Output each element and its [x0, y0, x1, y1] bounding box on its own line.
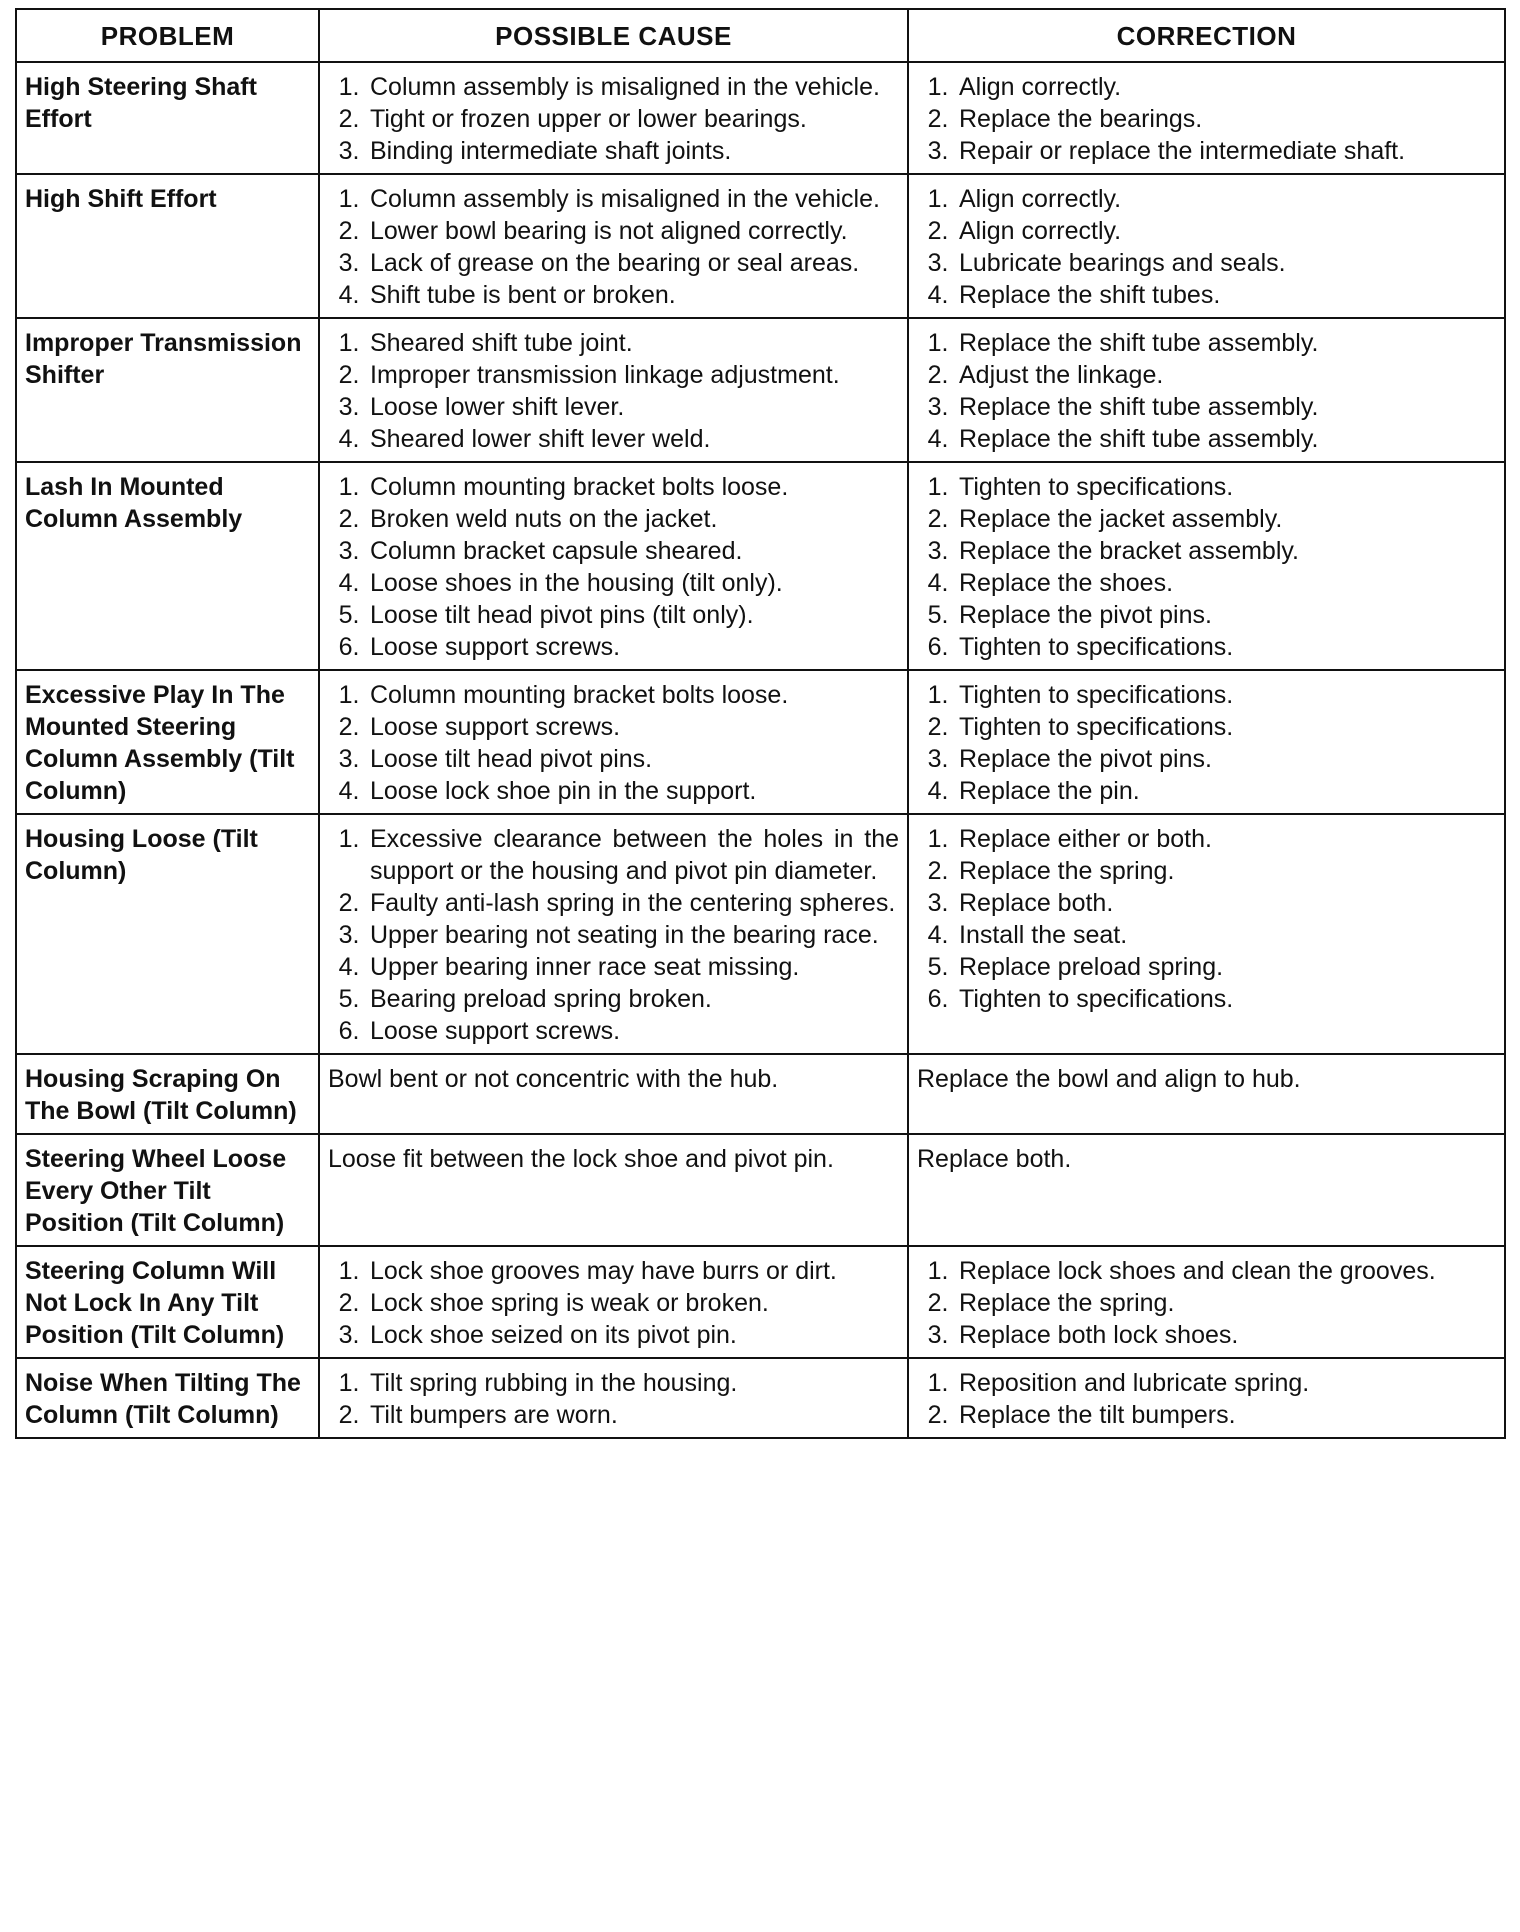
- correction-item-number: 2.: [927, 1401, 949, 1429]
- cause-item-number: 5.: [338, 601, 360, 629]
- cause-item: [328, 599, 899, 631]
- correction-cell: [908, 670, 1505, 814]
- cause-text: Loose fit between the lock shoe and pivot pin.: [328, 1145, 834, 1173]
- correction-item-text: Replace the pivot pins.: [959, 745, 1212, 773]
- cause-cell: [319, 814, 908, 1054]
- cause-item: [328, 183, 899, 215]
- cause-item-text: Loose tilt head pivot pins.: [370, 745, 653, 773]
- header-row: [16, 9, 1505, 62]
- correction-item: [917, 391, 1496, 423]
- correction-list: [917, 183, 1496, 311]
- cause-item-number: 1.: [338, 1369, 360, 1397]
- correction-item: [917, 535, 1496, 567]
- cause-item-text: Tilt spring rubbing in the housing.: [370, 1369, 738, 1397]
- cause-item: [328, 823, 899, 887]
- correction-item: [917, 599, 1496, 631]
- correction-item-number: 2.: [927, 857, 949, 885]
- cause-item-text: Column assembly is misaligned in the vehicle.: [370, 185, 880, 213]
- cause-cell: [319, 62, 908, 174]
- problem-cell: Housing Scraping On The Bowl (Tilt Column): [16, 1054, 319, 1134]
- correction-cell: [908, 462, 1505, 670]
- correction-item-text: Align correctly.: [959, 73, 1122, 101]
- correction-item: [917, 1399, 1496, 1431]
- correction-item-text: Align correctly.: [959, 217, 1122, 245]
- correction-item-text: Replace the spring.: [959, 1289, 1175, 1317]
- cause-item-text: Shift tube is bent or broken.: [370, 281, 676, 309]
- correction-item: [917, 247, 1496, 279]
- correction-item: [917, 1319, 1496, 1351]
- correction-item: [917, 679, 1496, 711]
- correction-item-number: 5.: [927, 953, 949, 981]
- cause-item: [328, 135, 899, 167]
- correction-list: [917, 1255, 1496, 1351]
- correction-item-number: 2.: [927, 1289, 949, 1317]
- cause-cell: [319, 1054, 908, 1134]
- cause-item: [328, 503, 899, 535]
- correction-item-text: Tighten to specifications.: [959, 473, 1234, 501]
- cause-item-number: 4.: [338, 777, 360, 805]
- correction-list: [917, 823, 1496, 1015]
- correction-item-text: Replace the shift tube assembly.: [959, 329, 1319, 357]
- correction-cell: [908, 1054, 1505, 1134]
- cause-item-number: 2.: [338, 105, 360, 133]
- correction-item-text: Replace the bracket assembly.: [959, 537, 1299, 565]
- cause-item-text: Loose support screws.: [370, 1017, 621, 1045]
- cause-item-text: Lock shoe seized on its pivot pin.: [370, 1321, 737, 1349]
- cause-item: [328, 1319, 899, 1351]
- correction-item-number: 4.: [927, 425, 949, 453]
- cause-item-number: 3.: [338, 137, 360, 165]
- correction-item: [917, 135, 1496, 167]
- cause-item-text: Loose support screws.: [370, 633, 621, 661]
- correction-text: Replace the bowl and align to hub.: [917, 1065, 1301, 1093]
- correction-item: [917, 567, 1496, 599]
- cause-item: [328, 391, 899, 423]
- cause-item: [328, 983, 899, 1015]
- problem-cell: Steering Column Will Not Lock In Any Tilt Position (Tilt Column): [16, 1246, 319, 1358]
- correction-item: [917, 951, 1496, 983]
- correction-item-number: 3.: [927, 745, 949, 773]
- correction-item-text: Replace either or both.: [959, 825, 1212, 853]
- correction-item: [917, 855, 1496, 887]
- cause-list: [328, 71, 899, 167]
- header-possible-cause: POSSIBLE CAUSE: [319, 9, 908, 62]
- correction-cell: [908, 1358, 1505, 1438]
- cause-item: [328, 567, 899, 599]
- table-row: [16, 1358, 1505, 1438]
- cause-item-text: Excessive clearance between the holes in the support or the housing and pivot pin diameter.: [370, 825, 899, 885]
- problem-cell: Lash In Mounted Column Assembly: [16, 462, 319, 670]
- cause-item-number: 3.: [338, 1321, 360, 1349]
- correction-cell: [908, 318, 1505, 462]
- correction-item-text: Tighten to specifications.: [959, 985, 1234, 1013]
- cause-item-number: 1.: [338, 1257, 360, 1285]
- correction-item-text: Tighten to specifications.: [959, 713, 1234, 741]
- correction-item-text: Replace the spring.: [959, 857, 1175, 885]
- cause-item-number: 2.: [338, 361, 360, 389]
- correction-item-number: 2.: [927, 361, 949, 389]
- correction-item: [917, 1287, 1496, 1319]
- correction-item-number: 3.: [927, 1321, 949, 1349]
- cause-item: [328, 247, 899, 279]
- cause-item: [328, 1367, 899, 1399]
- correction-item: [917, 743, 1496, 775]
- correction-item-number: 1.: [927, 473, 949, 501]
- correction-item-text: Replace the pin.: [959, 777, 1140, 805]
- correction-item-number: 3.: [927, 393, 949, 421]
- cause-item: [328, 1015, 899, 1047]
- cause-item-number: 2.: [338, 217, 360, 245]
- cause-cell: [319, 670, 908, 814]
- cause-list: [328, 1255, 899, 1351]
- correction-item-text: Replace lock shoes and clean the grooves.: [959, 1257, 1436, 1285]
- cause-item-number: 2.: [338, 889, 360, 917]
- correction-item-text: Install the seat.: [959, 921, 1128, 949]
- cause-item-number: 6.: [338, 1017, 360, 1045]
- correction-item-number: 1.: [927, 73, 949, 101]
- correction-item-number: 4.: [927, 281, 949, 309]
- cause-item: [328, 711, 899, 743]
- header-problem: PROBLEM: [16, 9, 319, 62]
- correction-item-text: Replace both.: [959, 889, 1114, 917]
- cause-list: [328, 823, 899, 1047]
- cause-item: [328, 1399, 899, 1431]
- cause-item-number: 4.: [338, 281, 360, 309]
- correction-item-number: 3.: [927, 889, 949, 917]
- problem-cell: Noise When Tilting The Column (Tilt Column): [16, 1358, 319, 1438]
- cause-item: [328, 215, 899, 247]
- cause-list: [328, 1367, 899, 1431]
- cause-cell: [319, 318, 908, 462]
- correction-item-number: 3.: [927, 137, 949, 165]
- table-row: [16, 1054, 1505, 1134]
- problem-cell: Excessive Play In The Mounted Steering Column Assembly (Tilt Column): [16, 670, 319, 814]
- table-row: [16, 670, 1505, 814]
- cause-item-text: Column bracket capsule sheared.: [370, 537, 743, 565]
- cause-item: [328, 951, 899, 983]
- cause-item-number: 3.: [338, 393, 360, 421]
- cause-item-text: Upper bearing not seating in the bearing race.: [370, 921, 879, 949]
- cause-item-text: Bearing preload spring broken.: [370, 985, 712, 1013]
- cause-item: [328, 679, 899, 711]
- correction-item: [917, 103, 1496, 135]
- table-row: [16, 318, 1505, 462]
- cause-list: [328, 183, 899, 311]
- cause-item-number: 5.: [338, 985, 360, 1013]
- cause-item-text: Lack of grease on the bearing or seal areas.: [370, 249, 860, 277]
- cause-item-number: 1.: [338, 825, 360, 853]
- correction-item: [917, 327, 1496, 359]
- correction-cell: [908, 814, 1505, 1054]
- diagnosis-table: [15, 8, 1506, 1439]
- correction-item-number: 2.: [927, 713, 949, 741]
- cause-cell: [319, 174, 908, 318]
- correction-text: Replace both.: [917, 1145, 1072, 1173]
- cause-item-text: Sheared lower shift lever weld.: [370, 425, 711, 453]
- correction-item: [917, 1367, 1496, 1399]
- correction-item-text: Replace both lock shoes.: [959, 1321, 1239, 1349]
- cause-item-text: Broken weld nuts on the jacket.: [370, 505, 718, 533]
- correction-cell: [908, 174, 1505, 318]
- cause-item-text: Loose lock shoe pin in the support.: [370, 777, 757, 805]
- cause-list: [328, 679, 899, 807]
- correction-list: [917, 471, 1496, 663]
- cause-item-text: Lock shoe grooves may have burrs or dirt.: [370, 1257, 837, 1285]
- correction-item-text: Replace the shift tube assembly.: [959, 425, 1319, 453]
- cause-item: [328, 279, 899, 311]
- correction-item-text: Replace the pivot pins.: [959, 601, 1212, 629]
- cause-item: [328, 1287, 899, 1319]
- cause-item: [328, 535, 899, 567]
- correction-item-number: 2.: [927, 105, 949, 133]
- correction-item-number: 3.: [927, 537, 949, 565]
- cause-cell: [319, 1246, 908, 1358]
- cause-item-text: Lock shoe spring is weak or broken.: [370, 1289, 769, 1317]
- correction-list: [917, 1367, 1496, 1431]
- correction-item: [917, 1255, 1496, 1287]
- cause-item-number: 1.: [338, 329, 360, 357]
- correction-item-text: Adjust the linkage.: [959, 361, 1164, 389]
- cause-item-text: Loose lower shift lever.: [370, 393, 625, 421]
- correction-item-text: Replace the jacket assembly.: [959, 505, 1283, 533]
- correction-item-text: Tighten to specifications.: [959, 633, 1234, 661]
- cause-item-number: 4.: [338, 425, 360, 453]
- cause-item: [328, 71, 899, 103]
- correction-cell: [908, 1246, 1505, 1358]
- correction-item: [917, 775, 1496, 807]
- cause-item-number: 3.: [338, 537, 360, 565]
- table-row: [16, 814, 1505, 1054]
- correction-list: [917, 71, 1496, 167]
- cause-list: [328, 471, 899, 663]
- correction-item-text: Align correctly.: [959, 185, 1122, 213]
- correction-item-number: 4.: [927, 921, 949, 949]
- cause-item: [328, 103, 899, 135]
- correction-item-number: 1.: [927, 329, 949, 357]
- cause-item-text: Upper bearing inner race seat missing.: [370, 953, 800, 981]
- cause-item-number: 4.: [338, 569, 360, 597]
- cause-item-number: 6.: [338, 633, 360, 661]
- correction-item: [917, 215, 1496, 247]
- correction-item-number: 2.: [927, 505, 949, 533]
- correction-item: [917, 183, 1496, 215]
- cause-item: [328, 775, 899, 807]
- cause-item-number: 2.: [338, 1289, 360, 1317]
- correction-item-number: 1.: [927, 681, 949, 709]
- cause-cell: [319, 1134, 908, 1246]
- correction-item-number: 4.: [927, 569, 949, 597]
- correction-item-text: Repair or replace the intermediate shaft.: [959, 137, 1406, 165]
- correction-item-number: 5.: [927, 601, 949, 629]
- cause-item: [328, 631, 899, 663]
- correction-item: [917, 919, 1496, 951]
- problem-cell: Housing Loose (Tilt Column): [16, 814, 319, 1054]
- cause-item: [328, 743, 899, 775]
- diagnosis-page: [15, 8, 1504, 1439]
- cause-item-number: 4.: [338, 953, 360, 981]
- correction-item: [917, 631, 1496, 663]
- cause-item-number: 1.: [338, 73, 360, 101]
- correction-item-number: 1.: [927, 825, 949, 853]
- correction-item: [917, 471, 1496, 503]
- table-row: [16, 462, 1505, 670]
- correction-item-text: Lubricate bearings and seals.: [959, 249, 1286, 277]
- cause-item-text: Column mounting bracket bolts loose.: [370, 473, 789, 501]
- correction-item-text: Replace the shift tubes.: [959, 281, 1221, 309]
- table-row: [16, 174, 1505, 318]
- cause-item-number: 2.: [338, 505, 360, 533]
- correction-cell: [908, 1134, 1505, 1246]
- correction-item-number: 3.: [927, 249, 949, 277]
- correction-item-text: Replace preload spring.: [959, 953, 1224, 981]
- cause-list: [328, 327, 899, 455]
- cause-item: [328, 327, 899, 359]
- cause-item-text: Sheared shift tube joint.: [370, 329, 633, 357]
- cause-item: [328, 1255, 899, 1287]
- correction-item-number: 6.: [927, 985, 949, 1013]
- cause-item-number: 3.: [338, 921, 360, 949]
- correction-item-text: Replace the tilt bumpers.: [959, 1401, 1236, 1429]
- cause-text: Bowl bent or not concentric with the hub.: [328, 1065, 779, 1093]
- correction-item-text: Replace the shift tube assembly.: [959, 393, 1319, 421]
- correction-item: [917, 983, 1496, 1015]
- cause-item-number: 2.: [338, 1401, 360, 1429]
- correction-item-number: 1.: [927, 185, 949, 213]
- problem-cell: Improper Transmission Shifter: [16, 318, 319, 462]
- correction-item: [917, 359, 1496, 391]
- table-row: [16, 1246, 1505, 1358]
- problem-cell: Steering Wheel Loose Every Other Tilt Position (Tilt Column): [16, 1134, 319, 1246]
- correction-item: [917, 423, 1496, 455]
- correction-item-text: Tighten to specifications.: [959, 681, 1234, 709]
- cause-item-number: 1.: [338, 185, 360, 213]
- correction-item-text: Replace the bearings.: [959, 105, 1203, 133]
- cause-item-number: 3.: [338, 745, 360, 773]
- correction-cell: [908, 62, 1505, 174]
- correction-item-number: 1.: [927, 1369, 949, 1397]
- cause-item: [328, 471, 899, 503]
- correction-item-number: 2.: [927, 217, 949, 245]
- correction-item: [917, 503, 1496, 535]
- cause-item-text: Improper transmission linkage adjustment.: [370, 361, 840, 389]
- correction-item-number: 1.: [927, 1257, 949, 1285]
- cause-item-number: 1.: [338, 473, 360, 501]
- problem-cell: High Shift Effort: [16, 174, 319, 318]
- correction-item: [917, 823, 1496, 855]
- correction-item: [917, 711, 1496, 743]
- cause-item: [328, 887, 899, 919]
- cause-cell: [319, 1358, 908, 1438]
- correction-list: [917, 679, 1496, 807]
- cause-item-text: Tilt bumpers are worn.: [370, 1401, 618, 1429]
- cause-item: [328, 359, 899, 391]
- cause-item-text: Faulty anti-lash spring in the centering spheres.: [370, 889, 896, 917]
- cause-item-number: 2.: [338, 713, 360, 741]
- correction-item: [917, 887, 1496, 919]
- cause-item: [328, 919, 899, 951]
- cause-item-text: Binding intermediate shaft joints.: [370, 137, 732, 165]
- cause-item-text: Lower bowl bearing is not aligned correctly.: [370, 217, 848, 245]
- cause-item-text: Column mounting bracket bolts loose.: [370, 681, 789, 709]
- cause-item-text: Column assembly is misaligned in the vehicle.: [370, 73, 880, 101]
- problem-cell: High Steering Shaft Effort: [16, 62, 319, 174]
- cause-item-text: Loose support screws.: [370, 713, 621, 741]
- correction-item-text: Reposition and lubricate spring.: [959, 1369, 1310, 1397]
- correction-item: [917, 71, 1496, 103]
- table-row: [16, 62, 1505, 174]
- table-row: [16, 1134, 1505, 1246]
- cause-item-number: 3.: [338, 249, 360, 277]
- cause-cell: [319, 462, 908, 670]
- cause-item-number: 1.: [338, 681, 360, 709]
- correction-item: [917, 279, 1496, 311]
- cause-item-text: Tight or frozen upper or lower bearings.: [370, 105, 807, 133]
- cause-item-text: Loose shoes in the housing (tilt only).: [370, 569, 783, 597]
- table-body: [16, 62, 1505, 1438]
- correction-item-number: 6.: [927, 633, 949, 661]
- header-correction: CORRECTION: [908, 9, 1505, 62]
- cause-item-text: Loose tilt head pivot pins (tilt only).: [370, 601, 754, 629]
- correction-list: [917, 327, 1496, 455]
- correction-item-number: 4.: [927, 777, 949, 805]
- correction-item-text: Replace the shoes.: [959, 569, 1174, 597]
- cause-item: [328, 423, 899, 455]
